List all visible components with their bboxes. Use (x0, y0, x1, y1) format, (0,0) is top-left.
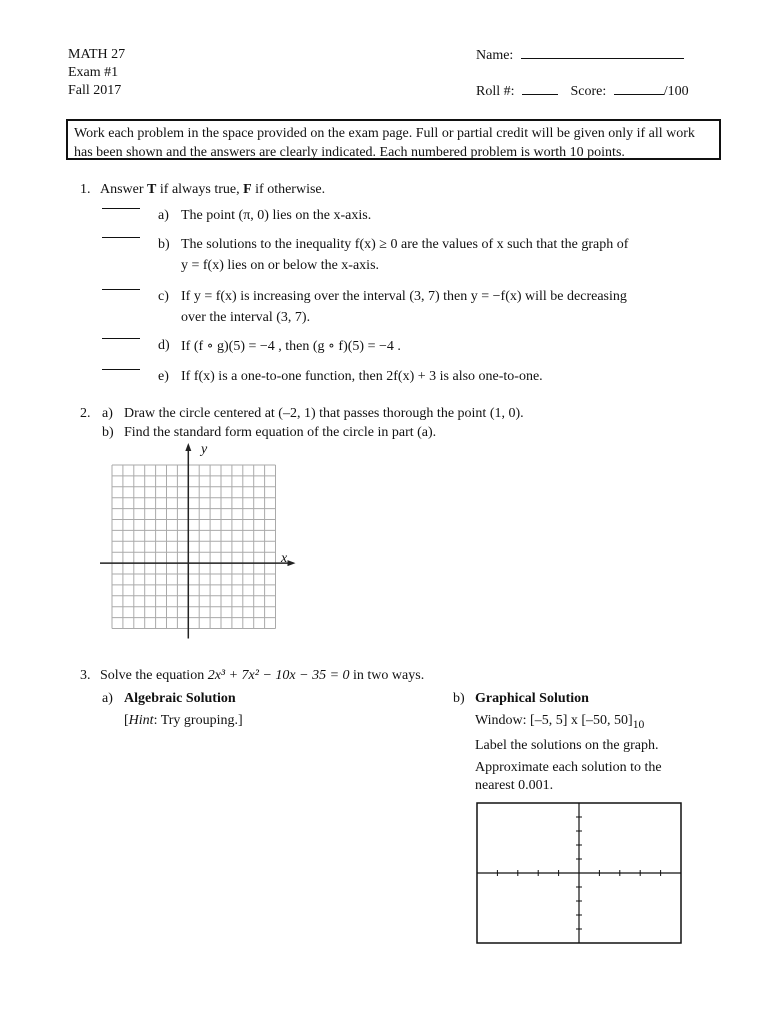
item-1b-text-line2: y = f(x) lies on or below the x-axis. (181, 258, 380, 273)
y-axis-label: y (201, 442, 208, 457)
name-blank[interactable] (521, 47, 684, 59)
item-1c-text: If y = f(x) is increasing over the interval (3, 7) then y = −f(x) will be decreasing (181, 289, 627, 304)
problem-1-prompt-post: if otherwise. (251, 182, 326, 197)
item-1a-letter: a) (158, 208, 169, 223)
true-marker: T (147, 182, 157, 197)
course-title: MATH 27 (68, 47, 126, 62)
x-axis-arrow (288, 560, 296, 566)
answer-blank-1c[interactable] (102, 289, 140, 290)
instructions-box: Work each problem in the space provided on the exam page. Full or partial credit will be given only if all work has been shown and the answers are clearly indicated. Each numbered problem is worth 10 points. (66, 119, 721, 160)
item-1e-letter: e) (158, 369, 169, 384)
problem-2a-text: Draw the circle centered at (–2, 1) that passes thorough the point (1, 0). (124, 406, 524, 421)
problem-3b-line3: Approximate each solution to the (475, 760, 662, 775)
roll-score-row (476, 83, 689, 100)
score-label: Score: (570, 84, 607, 99)
answer-blank-1d[interactable] (102, 338, 140, 339)
problem-3-number: 3. (80, 668, 91, 683)
item-1d-letter: d) (158, 338, 170, 353)
item-1e-text: If f(x) is a one-to-one function, then 2f(x) + 3 is also one-to-one. (181, 369, 543, 384)
calculator-window[interactable] (476, 802, 682, 944)
window-scale: 10 (632, 717, 645, 731)
problem-3-heading (80, 668, 424, 684)
item-1b-letter: b) (158, 237, 170, 252)
problem-2b-letter: b) (102, 425, 114, 440)
problem-3-text-post: in two ways. (349, 668, 425, 683)
item-1c-letter: c) (158, 289, 169, 304)
term: Fall 2017 (68, 83, 122, 98)
roll-blank[interactable] (522, 83, 558, 95)
problem-1-prompt-pre: Answer (100, 182, 148, 197)
problem-2a-letter: a) (102, 406, 113, 421)
problem-3-equation: 2x³ + 7x² − 10x − 35 = 0 (207, 668, 350, 683)
score-total: /100 (663, 84, 689, 99)
problem-1-heading (80, 182, 325, 198)
problem-3b-letter: b) (453, 691, 465, 706)
item-1b-text: The solutions to the inequality f(x) ≥ 0 are the values of x such that the graph of (181, 237, 629, 252)
problem-3b-title: Graphical Solution (475, 691, 589, 706)
name-label: Name: (476, 48, 514, 63)
problem-3-text-pre: Solve the equation (100, 668, 208, 683)
problem-3b-line2: Label the solutions on the graph. (475, 738, 659, 753)
problem-2b-text: Find the standard form equation of the circle in part (a). (124, 425, 437, 440)
false-marker: F (243, 182, 252, 197)
problem-3a-letter: a) (102, 691, 113, 706)
hint-text: : Try grouping. (153, 713, 238, 728)
exam-number: Exam #1 (68, 65, 119, 80)
item-1d-text: If (f ∘ g)(5) = −4 , then (g ∘ f)(5) = −4 . (181, 339, 401, 354)
problem-2-number: 2. (80, 406, 91, 421)
window-text: Window: [–5, 5] x [–50, 50] (475, 713, 633, 728)
problem-1-number: 1. (80, 182, 91, 197)
y-axis-arrow (185, 443, 191, 451)
name-row (476, 47, 684, 64)
answer-blank-1a[interactable] (102, 208, 140, 209)
score-blank[interactable] (614, 83, 664, 95)
problem-3b-window (475, 713, 644, 731)
problem-1-prompt-mid: if always true, (156, 182, 244, 197)
problem-3b-line4: nearest 0.001. (475, 778, 554, 793)
item-1c-text-line2: over the interval (3, 7). (181, 310, 311, 325)
problem-3a-hint: [Hint: Try grouping.] (124, 713, 243, 728)
roll-label: Roll #: (476, 84, 515, 99)
answer-blank-1b[interactable] (102, 237, 140, 238)
hint-label: Hint (128, 713, 154, 728)
problem-3a-title: Algebraic Solution (124, 691, 236, 706)
item-1a-text: The point (π, 0) lies on the x-axis. (181, 208, 372, 223)
coordinate-grid[interactable] (100, 443, 300, 643)
answer-blank-1e[interactable] (102, 369, 140, 370)
x-axis-label: x (281, 551, 288, 566)
